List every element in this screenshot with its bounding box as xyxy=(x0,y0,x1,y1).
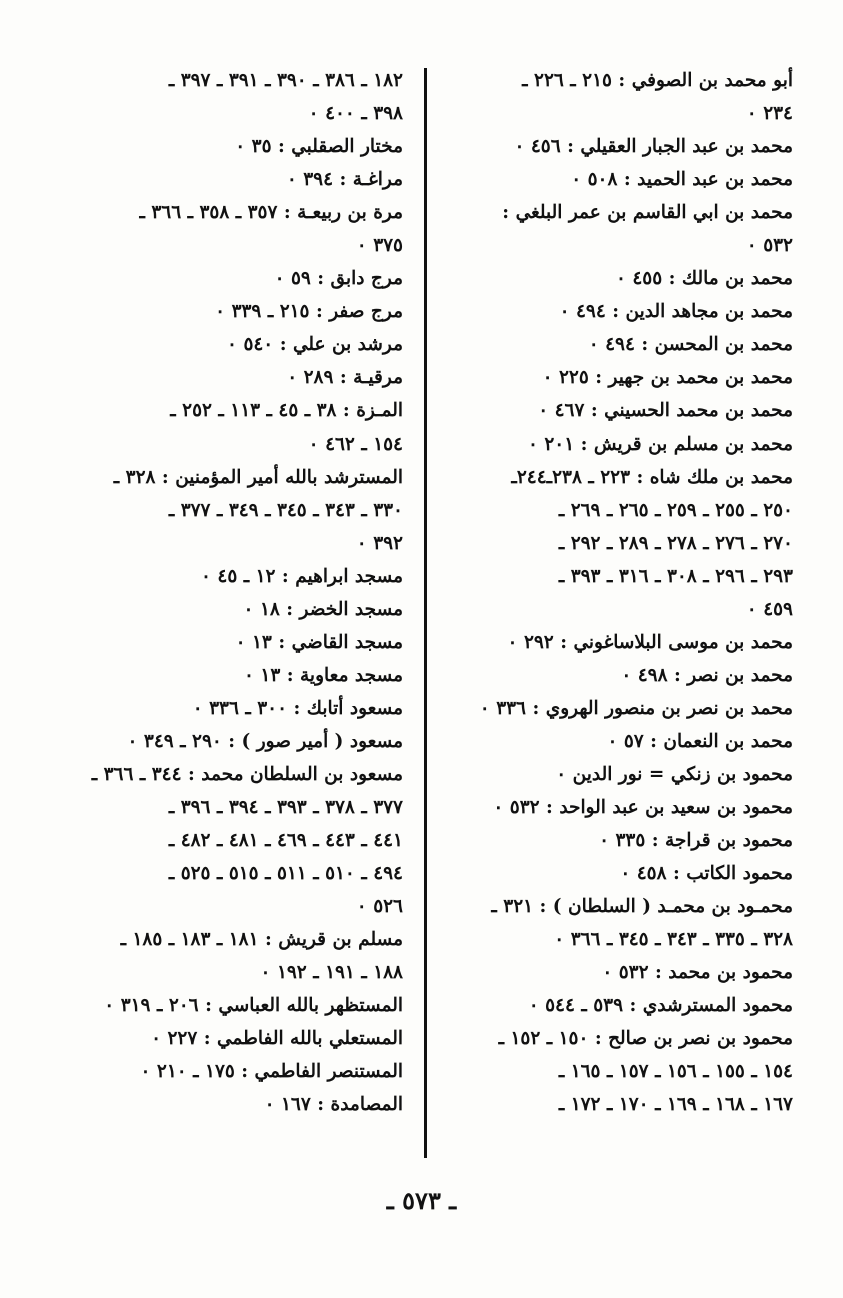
index-entry-line: المستظهر بالله العباسي : ٢٠٦ ـ ٣١٩ ٠ xyxy=(104,995,403,1017)
index-entry-line: مرشد بن علي : ٥٤٠ ٠ xyxy=(227,334,403,356)
index-entry-line: محمود بن سعيد بن عبد الواحد : ٥٣٢ ٠ xyxy=(493,797,793,819)
index-entry-line: ٣٩٢ ٠ xyxy=(356,532,403,554)
index-entry-line: ١٨٢ ـ ٣٨٦ ـ ٣٩٠ ـ ٣٩١ ـ ٣٩٧ ـ xyxy=(168,70,403,91)
index-entry-line: ٢٥٠ ـ ٢٥٥ ـ ٢٥٩ ـ ٢٦٥ ـ ٢٦٩ ـ xyxy=(558,499,793,521)
index-entry-line: محمد بن موسى البلاساغوني : ٢٩٢ ٠ xyxy=(507,631,793,653)
index-entry-line: محمد بن محمد بن جهير : ٢٢٥ ٠ xyxy=(542,367,793,389)
index-column-right xyxy=(431,64,793,1122)
index-entry-line: مرج صفر : ٢١٥ ـ ٣٣٩ ٠ xyxy=(215,301,403,323)
index-entry-line: مسجد الخضر : ١٨ ٠ xyxy=(243,598,403,620)
index-entry-line: مرة بن ربيعـة : ٣٥٧ ـ ٣٥٨ ـ ٣٦٦ ـ xyxy=(139,202,403,224)
index-entry-line: ٣٧٥ ٠ xyxy=(356,235,403,257)
index-entry-line: ١٨٨ ـ ١٩١ ـ ١٩٢ ٠ xyxy=(260,962,403,984)
index-entry-line: محمود بن نصر بن صالح : ١٥٠ ـ ١٥٢ ـ xyxy=(498,1028,793,1050)
index-entry-line: ٣٣٠ ـ ٣٤٣ ـ ٣٤٥ ـ ٣٤٩ ـ ٣٧٧ ـ xyxy=(168,499,403,521)
index-entry-line: ١٦٧ ـ ١٦٨ ـ ١٦٩ ـ ١٧٠ ـ ١٧٢ ـ xyxy=(558,1094,793,1116)
index-entry-line: محمود بن محمد : ٥٣٢ ٠ xyxy=(602,962,793,984)
index-entry-line: محمد بن النعمان : ٥٧ ٠ xyxy=(607,730,793,752)
index-entry-line: مختار الصقلبي : ٣٥ ٠ xyxy=(235,136,403,158)
index-entry-line: محمود المسترشدي : ٥٣٩ ـ ٥٤٤ ٠ xyxy=(528,995,793,1017)
index-entry-line: ١٥٤ ـ ٤٦٢ ٠ xyxy=(308,433,403,455)
index-entry-line: مسعود بن السلطان محمد : ٣٤٤ ـ ٣٦٦ ـ xyxy=(91,763,403,785)
index-entry-line: ٢٩٣ ـ ٢٩٦ ـ ٣٠٨ ـ ٣١٦ ـ ٣٩٣ ـ xyxy=(558,565,793,587)
index-entry-line: محمود بن قراجة : ٣٣٥ ٠ xyxy=(599,830,793,852)
index-entry-line: محمد بن مجاهد الدين : ٤٩٤ ٠ xyxy=(559,301,793,323)
index-entry-line: محمد بن مالك : ٤٥٥ ٠ xyxy=(615,268,793,290)
index-entry-line: ٤٥٩ ٠ xyxy=(746,598,793,620)
index-entry-line: مسجد ابراهيم : ١٢ ـ ٤٥ ٠ xyxy=(201,565,403,587)
index-entry-line: ٥٢٦ ٠ xyxy=(356,896,403,918)
index-entry-line: مسعود أتابك : ٣٠٠ ـ ٣٣٦ ٠ xyxy=(192,697,403,719)
index-entry-line: مراغـة : ٣٩٤ ٠ xyxy=(286,169,403,191)
index-entry-line: محمد بن عبد الحميد : ٥٠٨ ٠ xyxy=(571,169,793,191)
index-entry-line: مسجد القاضي : ١٣ ٠ xyxy=(235,631,403,653)
index-entry-line: ١٥٤ ـ ١٥٥ ـ ١٥٦ ـ ١٥٧ ـ ١٦٥ ـ xyxy=(558,1061,793,1083)
page-number: ـ ٥٧٣ ـ xyxy=(386,1186,457,1215)
index-entry-line: ٣٩٨ ـ ٤٠٠ ٠ xyxy=(308,103,403,125)
index-column-left xyxy=(41,64,403,1122)
index-entry-line: ٢٣٤ ٠ xyxy=(746,103,793,125)
index-entry-line: المستنصر الفاطمي : ١٧٥ ـ ٢١٠ ٠ xyxy=(140,1061,403,1083)
index-entry-line: ٤٤١ ـ ٤٤٣ ـ ٤٦٩ ـ ٤٨١ ـ ٤٨٢ ـ xyxy=(168,830,403,852)
index-entry-line: مرج دابق : ٥٩ ٠ xyxy=(274,268,403,290)
index-entry-line: محمد بن عبد الجبار العقيلي : ٤٥٦ ٠ xyxy=(514,136,793,158)
index-entry-line: ٣٢٨ ـ ٣٣٥ ـ ٣٤٣ ـ ٣٤٥ ـ ٣٦٦ ٠ xyxy=(554,929,793,951)
index-entry-line: مرقيـة : ٢٨٩ ٠ xyxy=(287,367,403,389)
column-divider xyxy=(424,68,427,1158)
index-entry-line: محمد بن مسلم بن قريش : ٢٠١ ٠ xyxy=(527,433,793,455)
index-entry-line: محمود بن زنكي = نور الدين ٠ xyxy=(556,763,793,785)
index-entry-line: مسجد معاوية : ١٣ ٠ xyxy=(244,664,403,686)
index-entry-line: محمد بن محمد الحسيني : ٤٦٧ ٠ xyxy=(538,400,793,422)
index-entry-line: محمد بن ملك شاه : ٢٢٣ ـ ٢٣٨ـ٢٤٤ـ xyxy=(511,466,793,488)
index-entry-line: المسترشد بالله أمير المؤمنين : ٣٢٨ ـ xyxy=(113,466,403,488)
index-entry-line: محمود الكاتب : ٤٥٨ ٠ xyxy=(620,863,793,885)
index-entry-line: المصامدة : ١٦٧ ٠ xyxy=(264,1094,403,1116)
index-entry-line: ٢٧٠ ـ ٢٧٦ ـ ٢٧٨ ـ ٢٨٩ ـ ٢٩٢ ـ xyxy=(558,532,793,554)
index-entry-line: محمـود بن محمـد ( السلطان ) : ٣٢١ ـ xyxy=(491,896,793,918)
index-entry-line: ٥٣٢ ٠ xyxy=(746,235,793,257)
index-entry-line: المستعلي بالله الفاطمي : ٢٢٧ ٠ xyxy=(151,1028,403,1050)
index-entry-line: محمد بن ابي القاسم بن عمر البلغي : xyxy=(502,202,793,224)
index-entry-line: أبو محمد بن الصوفي : ٢١٥ ـ ٢٢٦ ـ xyxy=(522,70,793,91)
index-entry-line: المـزة : ٣٨ ـ ٤٥ ـ ١١٣ ـ ٢٥٢ ـ xyxy=(170,400,403,422)
index-entry-line: محمد بن نصر : ٤٩٨ ٠ xyxy=(621,664,793,686)
index-entry-line: ٤٩٤ ـ ٥١٠ ـ ٥١١ ـ ٥١٥ ـ ٥٢٥ ـ xyxy=(168,863,403,885)
index-entry-line: مسلم بن قريش : ١٨١ ـ ١٨٣ ـ ١٨٥ ـ xyxy=(120,929,403,951)
index-entry-line: مسعود ( أمير صور ) : ٢٩٠ ـ ٣٤٩ ٠ xyxy=(127,730,403,752)
index-entry-line: ٣٧٧ ـ ٣٧٨ ـ ٣٩٣ ـ ٣٩٤ ـ ٣٩٦ ـ xyxy=(168,797,403,819)
index-entry-line: محمد بن نصر بن منصور الهروي : ٣٣٦ ٠ xyxy=(479,697,793,719)
index-entry-line: محمد بن المحسن : ٤٩٤ ٠ xyxy=(588,334,793,356)
